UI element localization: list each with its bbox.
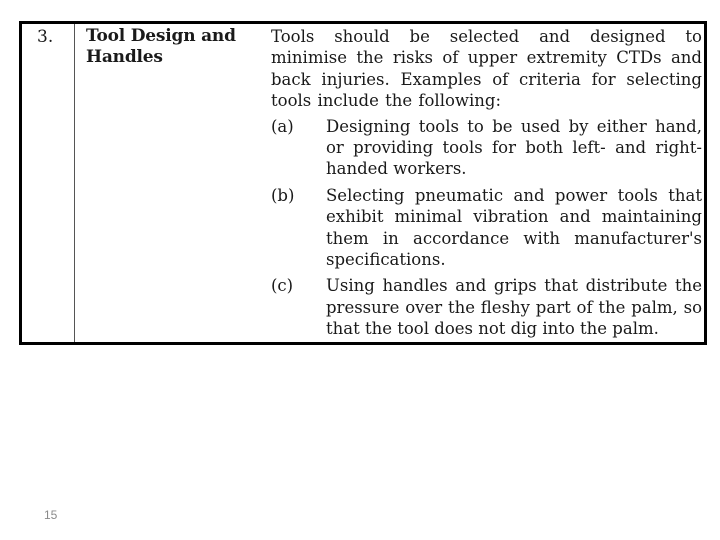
item-text: Designing tools to be used by either hand, or providing tools for both left- and right-handed workers.: [326, 116, 702, 179]
item-label: (c): [271, 276, 294, 296]
section-body: [265, 24, 704, 342]
section-number: 3.: [22, 24, 75, 342]
list-item: [271, 185, 704, 271]
list-item: [271, 116, 704, 180]
intro-paragraph: Tools should be selected and designed to minimise the risks of upper extremity CTDs and back injuries. Examples of criteria for selecting tools include the following:: [271, 27, 702, 111]
item-label: (a): [271, 116, 294, 136]
item-text: Selecting pneumatic and power tools that exhibit minimal vibration and maintaining them in accordance with manufacturer's specifications.: [326, 185, 702, 270]
guideline-table: [19, 21, 707, 345]
slide-number: 15: [44, 508, 58, 522]
item-text: Using handles and grips that distribute the pressure over the fleshy part of the palm, so that the tool does not dig into the palm.: [326, 276, 702, 339]
topic-line-1: Tool Design and: [86, 26, 236, 46]
topic-line-2: Handles: [86, 47, 163, 67]
list-item: [271, 275, 704, 339]
item-label: (b): [271, 185, 295, 205]
section-topic: [75, 24, 265, 342]
